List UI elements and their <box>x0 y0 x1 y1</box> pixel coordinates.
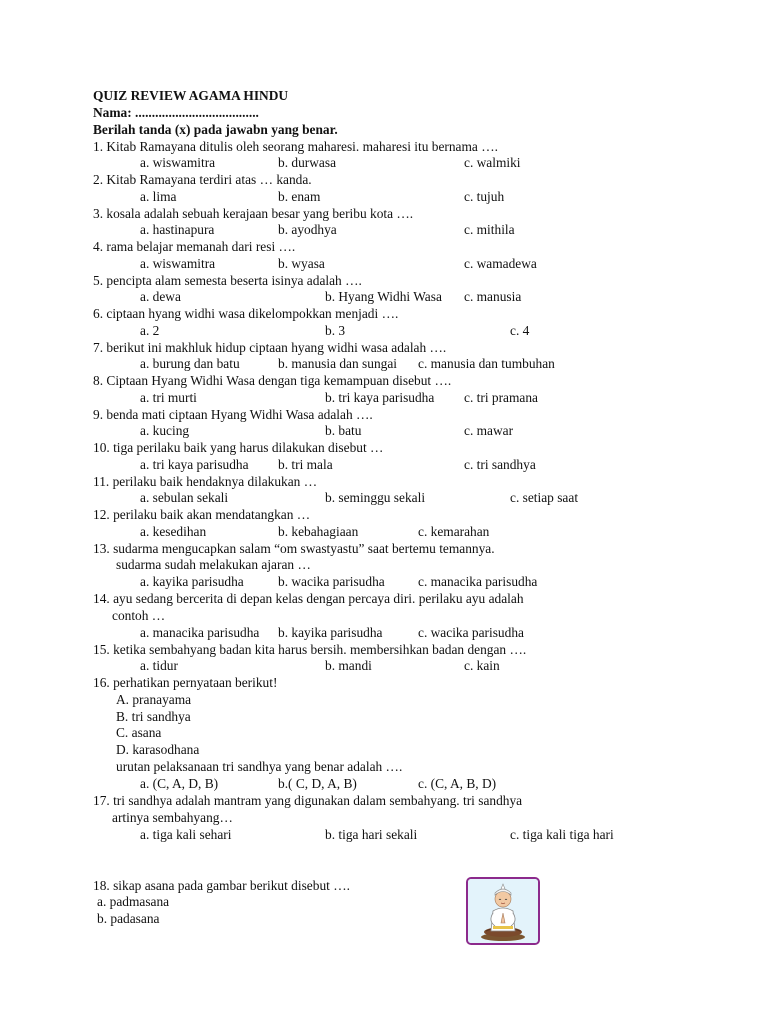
question-17: 17. tri sandhya adalah mantram yang digunakan dalam sembahyang. tri sandhya <box>93 793 523 808</box>
q13-option-a: a. kayika parisudha <box>140 574 244 589</box>
question-17-cont: artinya sembahyang… <box>112 810 233 825</box>
q5-option-c: c. manusia <box>464 289 522 304</box>
q10-option-b: b. tri mala <box>278 457 333 472</box>
q15-option-a: a. tidur <box>140 658 178 673</box>
instruction: Berilah tanda (x) pada jawabn yang benar. <box>93 122 338 137</box>
q9-option-a: a. kucing <box>140 423 190 438</box>
question-14-cont: contoh … <box>112 608 166 623</box>
q3-option-c: c. mithila <box>464 222 515 237</box>
q16-item-c: C. asana <box>116 725 162 740</box>
question-7: 7. berikut ini makhluk hidup ciptaan hyang widhi wasa adalah …. <box>93 340 447 355</box>
q11-option-c: c. setiap saat <box>510 490 579 505</box>
quiz-title: QUIZ REVIEW AGAMA HINDU <box>93 88 289 103</box>
q17-option-a: a. tiga kali sehari <box>140 827 232 842</box>
q13-option-c: c. manacika parisudha <box>418 574 538 589</box>
q2-option-a: a. lima <box>140 189 177 204</box>
q18-option-b: b. padasana <box>97 911 160 926</box>
q13-option-b: b. wacika parisudha <box>278 574 385 589</box>
q1-option-c: c. walmiki <box>464 155 521 170</box>
q18-option-a: a. padmasana <box>97 894 170 909</box>
question-4: 4. rama belajar memanah dari resi …. <box>93 239 296 254</box>
question-13-cont: sudarma sudah melakukan ajaran … <box>116 557 311 572</box>
q12-option-a: a. kesedihan <box>140 524 207 539</box>
q16-item-a: A. pranayama <box>116 692 192 707</box>
question-5: 5. pencipta alam semesta beserta isinya adalah …. <box>93 273 362 288</box>
q8-option-b: b. tri kaya parisudha <box>325 390 435 405</box>
q12-option-b: b. kebahagiaan <box>278 524 359 539</box>
q1-option-b: b. durwasa <box>278 155 337 170</box>
question-15: 15. ketika sembahyang badan kita harus bersih. membersihkan badan dengan …. <box>93 642 527 657</box>
question-16: 16. perhatikan pernyataan berikut! <box>93 675 278 690</box>
q2-option-b: b. enam <box>278 189 321 204</box>
question-12: 12. perilaku baik akan mendatangkan … <box>93 507 311 522</box>
q8-option-a: a. tri murti <box>140 390 197 405</box>
q16-item-d: D. karasodhana <box>116 742 200 757</box>
q6-option-c: c. 4 <box>510 323 530 338</box>
q16-option-b: b.( C, D, A, B) <box>278 776 357 791</box>
q10-option-c: c. tri sandhya <box>464 457 536 472</box>
q7-option-a: a. burung dan batu <box>140 356 240 371</box>
name-label: Nama: ..................................... <box>93 105 259 120</box>
q2-option-c: c. tujuh <box>464 189 505 204</box>
q12-option-c: c. kemarahan <box>418 524 490 539</box>
q16-option-c: c. (C, A, B, D) <box>418 776 497 791</box>
q14-option-c: c. wacika parisudha <box>418 625 524 640</box>
q15-option-b: b. mandi <box>325 658 372 673</box>
q8-option-c: c. tri pramana <box>464 390 538 405</box>
question-18: 18. sikap asana pada gambar berikut disebut …. <box>93 878 350 893</box>
asana-illustration <box>466 877 540 945</box>
q7-option-c: c. manusia dan tumbuhan <box>418 356 555 371</box>
q16-item-b: B. tri sandhya <box>116 709 191 724</box>
q17-option-c: c. tiga kali tiga hari <box>510 827 614 842</box>
q15-option-c: c. kain <box>464 658 500 673</box>
question-6: 6. ciptaan hyang widhi wasa dikelompokkan menjadi …. <box>93 306 399 321</box>
q1-option-a: a. wiswamitra <box>140 155 216 170</box>
q3-option-b: b. ayodhya <box>278 222 337 237</box>
question-11: 11. perilaku baik hendaknya dilakukan … <box>93 474 318 489</box>
q10-option-a: a. tri kaya parisudha <box>140 457 249 472</box>
q6-option-b: b. 3 <box>325 323 346 338</box>
q14-option-b: b. kayika parisudha <box>278 625 383 640</box>
q16-option-a: a. (C, A, D, B) <box>140 776 219 791</box>
q17-option-b: b. tiga hari sekali <box>325 827 418 842</box>
question-2: 2. Kitab Ramayana terdiri atas … kanda. <box>93 172 312 187</box>
question-14: 14. ayu sedang bercerita di depan kelas dengan percaya diri. perilaku ayu adalah <box>93 591 524 606</box>
q5-option-b: b. Hyang Widhi Wasa <box>325 289 442 304</box>
q11-option-a: a. sebulan sekali <box>140 490 229 505</box>
q9-option-b: b. batu <box>325 423 362 438</box>
question-16-cont: urutan pelaksanaan tri sandhya yang benar adalah …. <box>116 759 403 774</box>
q3-option-a: a. hastinapura <box>140 222 215 237</box>
question-10: 10. tiga perilaku baik yang harus dilakukan disebut … <box>93 440 384 455</box>
question-3: 3. kosala adalah sebuah kerajaan besar yang beribu kota …. <box>93 206 414 221</box>
q7-option-b: b. manusia dan sungai <box>278 356 398 371</box>
q4-option-c: c. wamadewa <box>464 256 537 271</box>
q5-option-a: a. dewa <box>140 289 181 304</box>
q6-option-a: a. 2 <box>140 323 160 338</box>
question-9: 9. benda mati ciptaan Hyang Widhi Wasa adalah …. <box>93 407 373 422</box>
meditating-person-icon <box>468 879 538 943</box>
question-13: 13. sudarma mengucapkan salam “om swastyastu” saat bertemu temannya. <box>93 541 495 556</box>
q14-option-a: a. manacika parisudha <box>140 625 260 640</box>
question-8: 8. Ciptaan Hyang Widhi Wasa dengan tiga kemampuan disebut …. <box>93 373 452 388</box>
q9-option-c: c. mawar <box>464 423 514 438</box>
q4-option-b: b. wyasa <box>278 256 325 271</box>
question-1: 1. Kitab Ramayana ditulis oleh seorang maharesi. maharesi itu bernama …. <box>93 139 498 154</box>
q4-option-a: a. wiswamitra <box>140 256 216 271</box>
q11-option-b: b. seminggu sekali <box>325 490 426 505</box>
